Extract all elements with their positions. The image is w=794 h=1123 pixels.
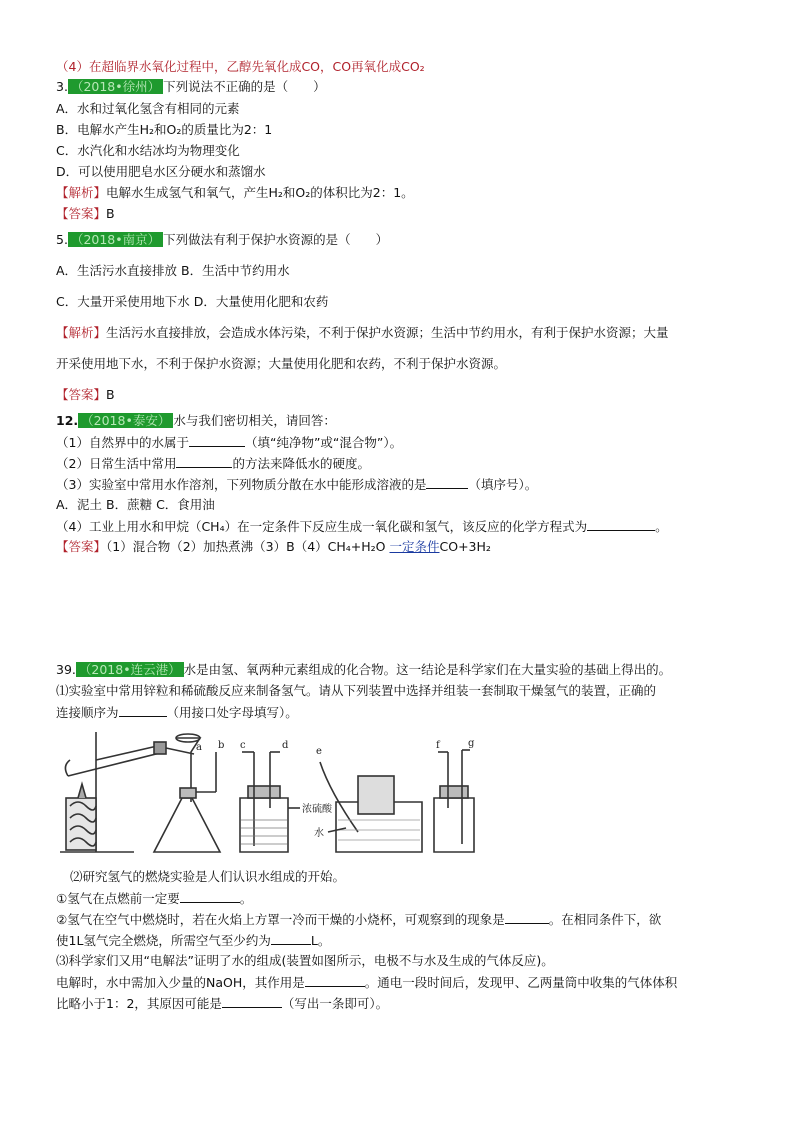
q3-source-tag: （2018•徐州） xyxy=(68,79,163,94)
q39-part2-2 xyxy=(56,910,661,929)
q12-part3-text: （3）实验室中常用水作溶剂，下列物质分散在水中能形成溶液的是 xyxy=(56,477,427,492)
q12-stem: 水与我们密切相关，请回答： xyxy=(173,413,336,428)
q12-answer-text: （1）混合物（2）加热煮沸（3）B（4）CH₄+H₂O xyxy=(106,539,390,554)
q39-part2-3-text: 使1L氢气完全燃烧，所需空气至少约为 xyxy=(56,933,271,948)
q5-answer-label: 【答案】 xyxy=(56,387,107,402)
q3-option-d: D．可以使用肥皂水区分硬水和蒸馏水 xyxy=(56,164,266,179)
q3-option-c: C．水汽化和水结冰均为物理变化 xyxy=(56,143,240,158)
q3-number: 3. xyxy=(56,79,68,94)
q12-source-tag: （2018•泰安） xyxy=(78,413,173,428)
q39-part2-3 xyxy=(56,931,330,950)
q39-part1-blank[interactable] xyxy=(119,703,167,717)
q12-part1-text: （1）自然界中的水属于 xyxy=(56,435,189,450)
label-c: c xyxy=(240,740,246,751)
q39-part2: ⑵研究氢气的燃烧实验是人们认识水组成的开始。 xyxy=(70,869,346,884)
q39-part2-1-text: ①氢气在点燃前一定要 xyxy=(56,891,180,906)
q12-part4-text: （4）工业上用水和甲烷（CH₄）在一定条件下反应生成一氧化碳和氢气，该反应的化学方程式为 xyxy=(56,519,588,534)
q5-analysis-line1: 生活污水直接排放，会造成水体污染，不利于保护水资源；生活中节约用水，有利于保护水资源；大量 xyxy=(106,325,669,340)
q39-part3-1-text: 电解时，水中需加入少量的NaOH，其作用是 xyxy=(56,975,305,990)
q12-part1 xyxy=(56,433,402,452)
q3-analysis xyxy=(56,184,414,202)
q12-stem-line xyxy=(56,412,336,430)
q12-part3-blank[interactable] xyxy=(426,475,468,489)
q39-part3-1 xyxy=(56,973,677,992)
q39-part1-tail: （用接口处字母填写）。 xyxy=(166,705,298,720)
q5-stem: 下列做法有利于保护水资源的是（ ） xyxy=(163,232,389,247)
apparatus-figure xyxy=(56,728,476,858)
q39-part3-1-tail: 。通电一段时间后，发现甲、乙两量筒中收集的气体体积 xyxy=(364,975,678,990)
q5-analysis xyxy=(56,324,669,342)
q12-part2-blank[interactable] xyxy=(176,454,232,468)
q39-part2-1 xyxy=(56,889,252,908)
q3-option-b: B．电解水产生H₂和O₂的质量比为2：1 xyxy=(56,122,273,137)
label-f: f xyxy=(436,740,440,751)
q12-answer xyxy=(56,538,491,556)
apparatus-wash-bottle xyxy=(240,752,300,852)
q39-part1-line2 xyxy=(56,703,298,722)
q39-number: 39. xyxy=(56,662,76,677)
q39-part1-text: 连接顺序为 xyxy=(56,705,119,720)
q12-part2-text: （2）日常生活中常用 xyxy=(56,456,177,471)
apparatus-gas-bottle xyxy=(434,750,474,852)
q3-answer-label: 【答案】 xyxy=(56,206,107,221)
q39-part2-2-tail: 。在相同条件下，欲 xyxy=(548,912,662,927)
q39-part2-2-text: ②氢气在空气中燃烧时，若在火焰上方罩一冷而干燥的小烧杯，可观察到的现象是 xyxy=(56,912,505,927)
q39-stem: 水是由氢、氧两种元素组成的化合物。这一结论是科学家们在大量实验的基础上得出的。 xyxy=(183,662,672,677)
q5-analysis-line2: 开采使用地下水，不利于保护水资源；大量使用化肥和农药，不利于保护水资源。 xyxy=(56,356,507,371)
q5-options-line1: A．生活污水直接排放 B．生活中节约用水 xyxy=(56,263,290,278)
label-d: d xyxy=(282,740,289,751)
q12-part4-blank[interactable] xyxy=(587,517,655,531)
q12-part4 xyxy=(56,517,668,536)
q12-part1-blank[interactable] xyxy=(189,433,245,447)
q39-part2-2-blank[interactable] xyxy=(505,910,549,924)
q39-part2-3-blank[interactable] xyxy=(271,931,311,945)
q5-answer-text: B xyxy=(106,387,115,402)
apparatus-water-trough xyxy=(320,762,422,852)
q12-answer-products: CO+3H₂ xyxy=(439,539,491,554)
q39-stem-line xyxy=(56,661,671,679)
q5-answer xyxy=(56,386,115,404)
q3-answer-text: B xyxy=(106,206,115,221)
label-b: b xyxy=(218,740,225,751)
q12-part4-tail: 。 xyxy=(655,519,668,534)
q12-answer-condition: 一定条件 xyxy=(389,539,440,554)
q5-analysis-label: 【解析】 xyxy=(56,325,107,340)
q39-part1-line1: ⑴实验室中常用锌粒和稀硫酸反应来制备氢气。请从下列装置中选择并组装一套制取干燥氢气的装置，正确的 xyxy=(56,683,657,698)
q3-analysis-label: 【解析】 xyxy=(56,185,107,200)
q12-number: 12. xyxy=(56,413,79,428)
q39-part2-1-tail: 。 xyxy=(239,891,253,906)
q3-option-a: A．水和过氧化氢含有相同的元素 xyxy=(56,101,240,116)
q39-part3-1-blank[interactable] xyxy=(305,973,365,987)
label-a: a xyxy=(196,742,202,753)
q39-part2-3-tail: L。 xyxy=(310,933,331,948)
line-top: （4）在超临界水氧化过程中，乙醇先氧化成CO，CO再氧化成CO₂ xyxy=(56,59,425,74)
label-conc-sulfuric-acid: 浓硫酸 xyxy=(302,804,332,815)
q5-options-line2: C．大量开采使用地下水 D．大量使用化肥和农药 xyxy=(56,294,329,309)
label-e: e xyxy=(316,746,322,757)
q5-number: 5. xyxy=(56,232,68,247)
apparatus-heating-setup xyxy=(60,732,194,852)
q12-part2-tail: 的方法来降低水的硬度。 xyxy=(232,456,370,471)
q39-source-tag: （2018•连云港） xyxy=(76,662,184,677)
q3-answer xyxy=(56,205,115,223)
q3-stem: 下列说法不正确的是（ ） xyxy=(163,79,326,94)
q3-stem-line xyxy=(56,78,326,96)
q39-part3-2-text: 比略小于1：2，其原因可能是 xyxy=(56,996,222,1011)
q39-part3-2-tail: （写出一条即可）。 xyxy=(281,996,389,1011)
q12-answer-label: 【答案】 xyxy=(56,539,107,554)
q12-part2 xyxy=(56,454,370,473)
q12-part3 xyxy=(56,475,537,494)
q39-part2-1-blank[interactable] xyxy=(180,889,240,903)
q39-part3-2-blank[interactable] xyxy=(222,994,282,1008)
q3-analysis-text: 电解水生成氢气和氧气，产生H₂和O₂的体积比为2：1。 xyxy=(106,185,414,200)
q12-part3-tail: （填序号）。 xyxy=(468,477,538,492)
q5-stem-line xyxy=(56,231,388,249)
q39-part3-2 xyxy=(56,994,388,1013)
q39-part3: ⑶科学家们又用“电解法”证明了水的组成(装置如图所示，电极不与水及生成的气体反应)。 xyxy=(56,953,554,968)
q12-part1-hint: （填“纯净物”或“混合物”）。 xyxy=(244,435,403,450)
q5-source-tag: （2018•南京） xyxy=(68,232,163,247)
label-water: 水 xyxy=(314,828,324,839)
label-g: g xyxy=(468,738,475,749)
q12-options: A．泥土 B．蔗糖 C．食用油 xyxy=(56,497,215,512)
